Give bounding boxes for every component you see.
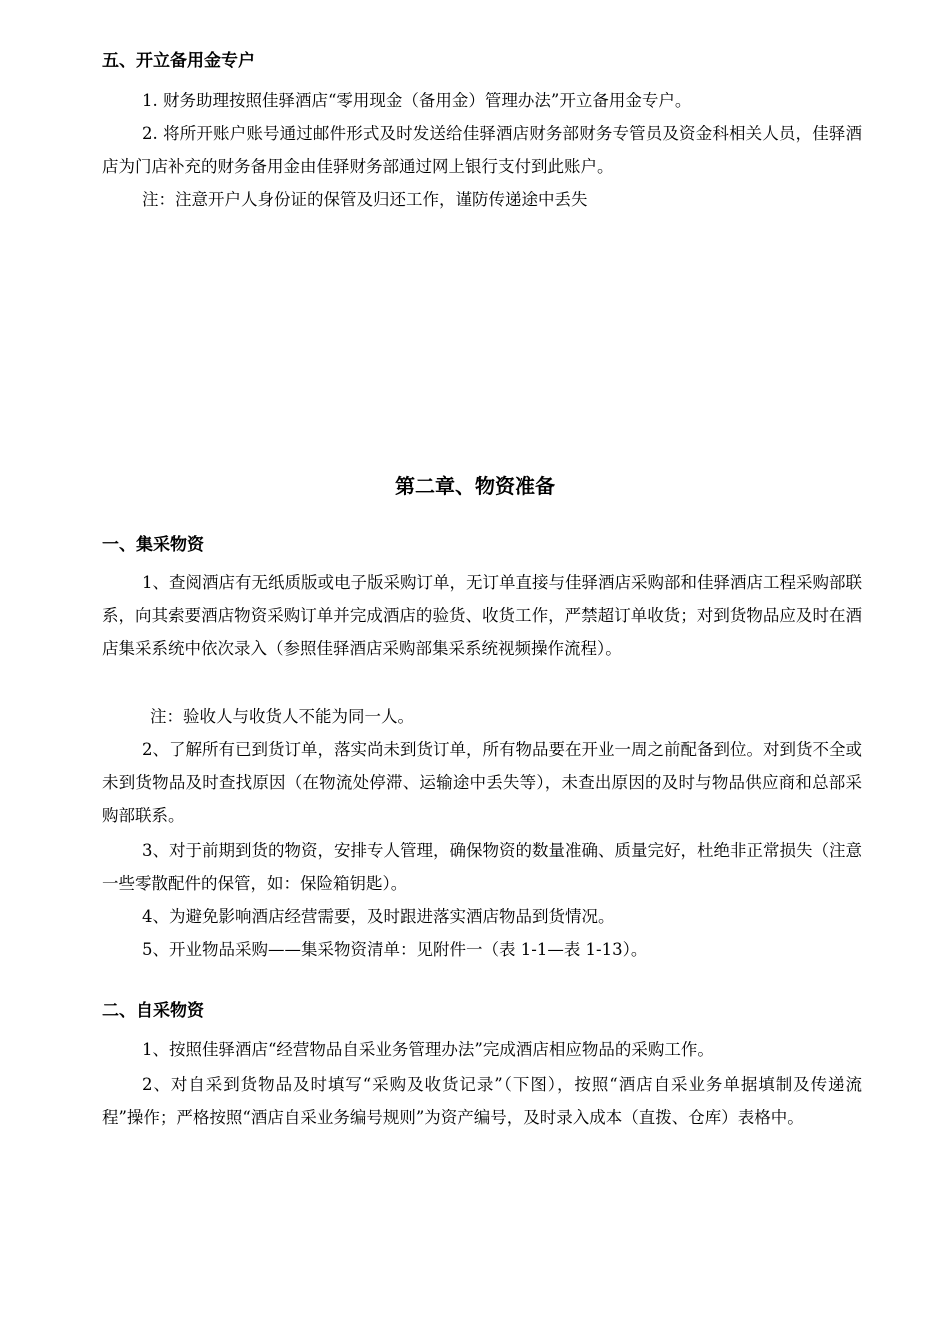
paragraph: 4、为避免影响酒店经营需要，及时跟进落实酒店物品到货情况。 — [142, 907, 615, 926]
paragraph: 3、对于前期到货的物资，安排专人管理，确保物资的数量准确、质量完好，杜绝非正常损失（注意一些零散配件的保管，如：保险箱钥匙）。 — [102, 841, 862, 893]
section-heading-centralized-purchasing: 一、集采物资 — [102, 535, 204, 555]
section-heading-petty-cash-account: 五、开立备用金专户 — [102, 51, 255, 71]
chapter-title: 第二章、物资准备 — [395, 474, 555, 498]
note-paragraph: 注：验收人与收货人不能为同一人。 — [150, 707, 414, 726]
paragraph: 5、开业物品采购——集采物资清单：见附件一（表 1-1—表 1-13）。 — [142, 940, 648, 959]
paragraph: 2、对自采到货物品及时填写“采购及收货记录”（下图），按照“酒店自采业务单据填制及传递流程”操作；严格按照“酒店自采业务编号规则”为资产编号，及时录入成本（直拨、仓库）表格中。 — [102, 1075, 862, 1127]
paragraph: 2. 将所开账户账号通过邮件形式及时发送给佳驿酒店财务部财务专管员及资金科相关人员，佳驿酒店为门店补充的财务备用金由佳驿财务部通过网上银行支付到此账户。 — [102, 124, 862, 176]
section-heading-self-purchasing: 二、自采物资 — [102, 1001, 204, 1021]
paragraph: 1、按照佳驿酒店“经营物品自采业务管理办法”完成酒店相应物品的采购工作。 — [142, 1040, 714, 1059]
paragraph: 2、了解所有已到货订单，落实尚未到货订单，所有物品要在开业一周之前配备到位。对到货不全或未到货物品及时查找原因（在物流处停滞、运输途中丢失等），未查出原因的及时与物品供应商和总部采购部联系。 — [102, 740, 862, 825]
paragraph: 1. 财务助理按照佳驿酒店“零用现金（备用金）管理办法”开立备用金专户。 — [142, 91, 692, 110]
note-paragraph: 注：注意开户人身份证的保管及归还工作，谨防传递途中丢失 — [142, 190, 588, 209]
paragraph: 1、查阅酒店有无纸质版或电子版采购订单，无订单直接与佳驿酒店采购部和佳驿酒店工程采购部联系，向其索要酒店物资采购订单并完成酒店的验货、收货工作，严禁超订单收货；对到货物品应及时在酒店集采系统中依次录入（参照佳驿酒店采购部集采系统视频操作流程）。 — [102, 573, 862, 658]
